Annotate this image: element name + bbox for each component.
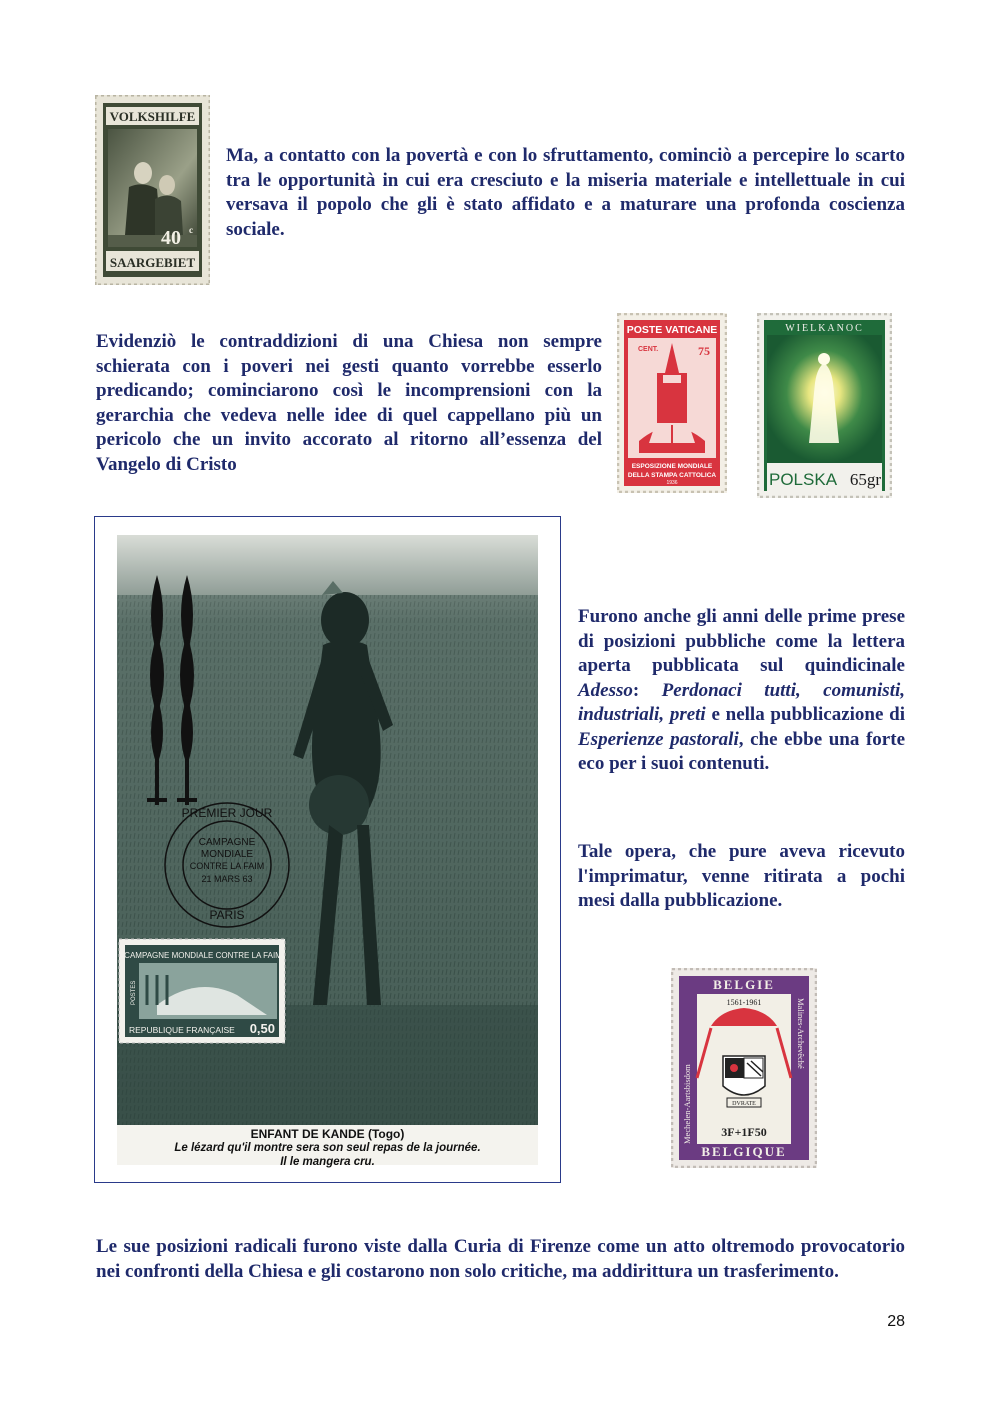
stamp-belgique-image	[671, 968, 817, 1168]
paragraph-5: Le sue posizioni radicali furono viste dalla Curia di Firenze come un atto oltremodo provocatorio nei confronti della Chiesa e gli costarono non solo critiche, ma addirittura un trasferimento.	[96, 1236, 905, 1282]
stamp-polska-image	[757, 313, 892, 498]
stamp-belgique	[671, 968, 817, 1168]
french-stamp-top: CAMPAGNE MONDIALE CONTRE LA FAIM	[124, 951, 282, 960]
stamp-polska	[757, 313, 892, 498]
stamp-vaticane-image	[617, 313, 727, 493]
postcard	[117, 535, 538, 1168]
stamp-belgique-left: Mechelen-Aartsbisdom	[682, 1064, 692, 1144]
stamp-saargebiet-image	[95, 95, 210, 285]
stamp-polska-country: POLSKA	[769, 470, 838, 489]
paragraph-3-text-3: e nella pubblicazione di	[705, 704, 905, 725]
postcard-caption-line-2: Il le mangera cru.	[280, 1156, 375, 1168]
stamp-belgique-years: 1561-1961	[726, 998, 762, 1007]
postmark-line-6: PARIS	[209, 908, 245, 922]
postcard-caption-line-1: Le lézard qu'il montre sera son seul repas de la journée.	[174, 1142, 481, 1154]
french-stamp-side: POSTES	[131, 980, 137, 1005]
paragraph-3-italic-adesso: Adesso	[578, 679, 633, 701]
paragraph-3	[578, 605, 905, 777]
stamp-saargebiet	[95, 95, 210, 285]
stamp-belgique-bottom: BELGIQUE	[701, 1144, 787, 1159]
stamp-belgique-value: 3F+1F50	[721, 1125, 767, 1139]
stamp-saargebiet-bottom: SAARGEBIET	[109, 255, 196, 270]
french-stamp-bottom: REPUBLIQUE FRANÇAISE	[129, 1025, 235, 1035]
stamp-belgique-motto: DVRATE	[732, 1101, 756, 1107]
stamp-vaticane-top: POSTE VATICANE	[626, 324, 718, 336]
paragraph-3-italic-book: Esperienze pastorali	[578, 728, 739, 750]
postmark-line-1: PREMIER JOUR	[181, 806, 273, 820]
page-number: 28	[887, 1313, 905, 1330]
paragraph-3-text-2: :	[632, 679, 662, 701]
stamp-vaticane-bottom-1: ESPOSIZIONE MONDIALE	[631, 463, 713, 470]
stamp-saargebiet-value-sup: c	[189, 225, 193, 235]
postmark-line-5: 21 MARS 63	[201, 874, 253, 884]
paragraph-3-italic-title: Perdonaci tutti, comunisti, industriali, preti	[578, 679, 905, 725]
stamp-vaticane-value: 75	[698, 344, 710, 358]
postcard-frame	[94, 516, 561, 1183]
stamp-vaticane-bottom-2: DELLA STAMPA CATTOLICA	[627, 472, 717, 479]
stamp-saargebiet-top: VOLKSHILFE	[109, 109, 196, 124]
stamp-polska-top: WIELKANOC	[785, 323, 864, 334]
paragraph-2: Evidenziò le contraddizioni di una Chiesa non sempre schierata con i poveri nei gesti quanto vorrebbe esserlo predicando; cominciarono così le incomprensioni con la gerarchia che vedeva nelle idee di quel cappellano più un pericolo che un invito accorato al ritorno all’essenza del Vangelo di Cristo	[96, 331, 602, 475]
postcard-caption	[117, 1127, 538, 1169]
stamp-saargebiet-value: 40	[161, 227, 181, 249]
paragraph-4: Tale opera, che pure aveva ricevuto l'imprimatur, venne ritirata a pochi mesi dalla pubblicazione.	[578, 841, 905, 911]
postmark-line-3: MONDIALE	[200, 849, 254, 860]
postmark-line-4: CONTRE LA FAIM	[189, 861, 265, 871]
stamp-belgique-top: BELGIE	[713, 977, 775, 992]
stamp-vaticane-year: 1936	[666, 480, 678, 486]
paragraph-3-text-4: , che ebbe una forte eco per i suoi contenuti.	[578, 728, 905, 774]
stamp-belgique-right: Malines-Archevêché	[796, 998, 806, 1069]
stamp-vaticane	[617, 313, 727, 493]
paragraph-3-text-1: Furono anche gli anni delle prime prese di posizioni pubbliche come la lettera aperta pubblicata sul quindicinale	[578, 606, 905, 676]
stamp-polska-value: 65gr	[849, 470, 881, 489]
french-stamp-value: 0,50	[249, 1021, 275, 1036]
stamp-vaticane-cent: CENT.	[638, 346, 659, 353]
postcard-caption-title: ENFANT DE KANDE (Togo)	[250, 1127, 405, 1141]
postmark-line-2: CAMPAGNE	[198, 837, 256, 848]
postcard-photo	[117, 535, 538, 1125]
paragraph-1: Ma, a contatto con la povertà e con lo sfruttamento, cominciò a percepire lo scarto tra le opportunità in cui era cresciuto e la miseria materiale e intellettuale in cui versava il popolo che gli è stato affidato e a maturare una profonda coscienza sociale.	[226, 145, 905, 240]
